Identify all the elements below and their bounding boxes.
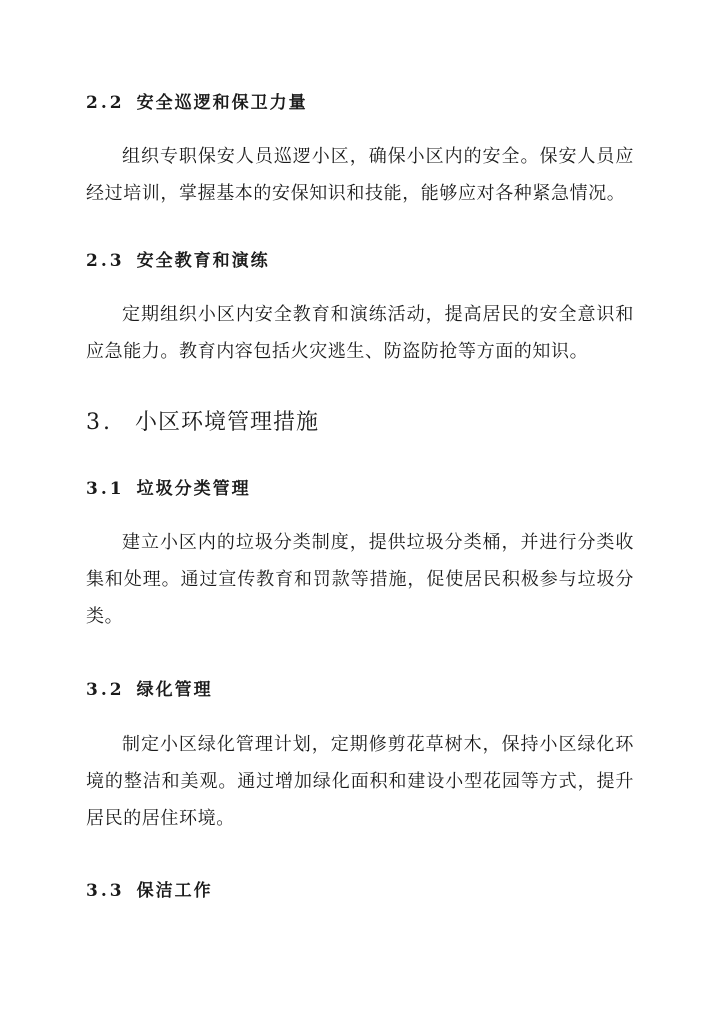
section-heading-2-3	[86, 246, 270, 271]
chapter-heading-3	[86, 405, 319, 436]
section-paragraph-2-3: 定期组织小区内安全教育和演练活动，提高居民的安全意识和应急能力。教育内容包括火灾逃生、防盗防抢等方面的知识。	[86, 304, 634, 362]
section-number: 3.2	[86, 680, 125, 700]
section-number: 3.3	[86, 881, 125, 901]
section-title: 安全巡逻和保卫力量	[136, 93, 308, 113]
chapter-number: 3.	[86, 410, 113, 435]
section-number: 2.3	[86, 251, 125, 271]
section-paragraph-3-2: 制定小区绿化管理计划，定期修剪花草树木，保持小区绿化环境的整洁和美观。通过增加绿化面积和建设小型花园等方式，提升居民的居住环境。	[86, 734, 634, 829]
section-title: 垃圾分类管理	[136, 479, 251, 499]
section-title: 绿化管理	[136, 680, 213, 700]
section-title: 保洁工作	[136, 881, 213, 901]
section-title: 安全教育和演练	[136, 251, 270, 271]
section-number: 2.2	[86, 93, 125, 113]
section-number: 3.1	[86, 479, 125, 499]
section-heading-2-2	[86, 88, 308, 113]
section-heading-3-1	[86, 474, 251, 499]
chapter-title: 小区环境管理措施	[135, 410, 320, 435]
section-paragraph-2-2: 组织专职保安人员巡逻小区，确保小区内的安全。保安人员应经过培训，掌握基本的安保知识和技能，能够应对各种紧急情况。	[86, 146, 634, 204]
section-paragraph-3-1: 建立小区内的垃圾分类制度，提供垃圾分类桶，并进行分类收集和处理。通过宣传教育和罚款等措施，促使居民积极参与垃圾分类。	[86, 532, 634, 627]
section-heading-3-3	[86, 876, 213, 901]
section-heading-3-2	[86, 675, 213, 700]
